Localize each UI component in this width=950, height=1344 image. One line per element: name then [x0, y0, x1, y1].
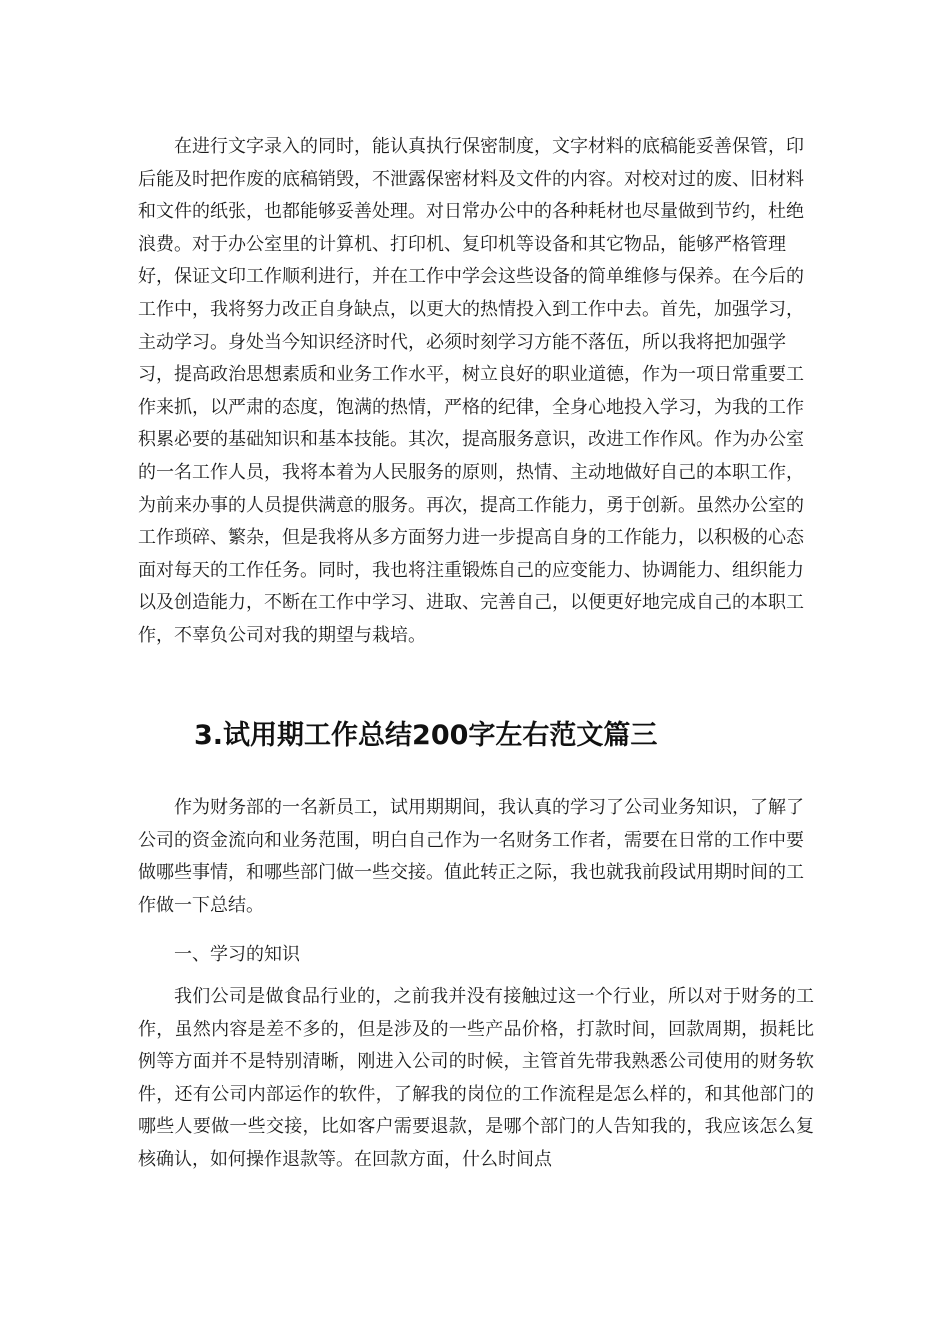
paragraph-text: 作为财务部的一名新员工，试用期期间，我认真的学习了公司业务知识，了解了公司的资金流向和业务范围，明白自己作为一名财务工作者，需要在日常的工作中要做哪些事情，和哪些部门做一些交接。值此转正之际，我也就我前段试用期时间的工作做一下总结。	[138, 797, 804, 916]
subsection-heading: 一、学习的知识	[174, 944, 300, 965]
paragraph-text: 我们公司是做食品行业的，之前我并没有接触过这一个行业，所以对于财务的工作，虽然内容是差不多的，但是涉及的一些产品价格，打款时间，回款周期，损耗比例等方面并不是特别清晰，刚进入公司的时候，主管首先带我熟悉公司使用的财务软件，还有公司内部运作的软件，了解我的岗位的工作流程是怎么样的，和其他部门的哪些人要做一些交接，比如客户需要退款，是哪个部门的人告知我的，我应该怎么复核确认，如何操作退款等。在回款方面，什么时间点	[138, 986, 814, 1170]
paragraph-text: 在进行文字录入的同时，能认真执行保密制度，文字材料的底稿能妥善保管，印后能及时把作废的底稿销毁，不泄露保密材料及文件的内容。对校对过的废、旧材料和文件的纸张，也都能够妥善处理。对日常办公中的各种耗材也尽量做到节约，杜绝浪费。对于办公室里的计算机、打印机、复印机等设备和其它物品，能够严格管理好，保证文印工作顺利进行，并在工作中学会这些设备的简单维修与保养。在今后的工作中，我将努力改正自身缺点，以更大的热情投入到工作中去。首先，加强学习，主动学习。身处当今知识经济时代，必须时刻学习方能不落伍，所以我将把加强学习，提高政治思想素质和业务工作水平，树立良好的职业道德，作为一项日常重要工作来抓，以严肃的态度，饱满的热情，严格的纪律，全身心地投入学习，为我的工作积累必要的基础知识和基本技能。其次，提高服务意识，改进工作作风。作为办公室的一名工作人员，我将本着为人民服务的原则，热情、主动地做好自己的本职工作，为前来办事的人员提供满意的服务。再次，提高工作能力，勇于创新。虽然办公室的工作琐碎、繁杂，但是我将从多方面努力进一步提高自身的工作能力，以积极的心态面对每天的工作任务。同时，我也将注重锻炼自己的应变能力、协调能力、组织能力以及创造能力，不断在工作中学习、进取、完善自己，以便更好地完成自己的本职工作，不辜负公司对我的期望与栽培。	[138, 136, 804, 646]
section-heading: 3.试用期工作总结200字左右范文篇三	[194, 720, 658, 751]
